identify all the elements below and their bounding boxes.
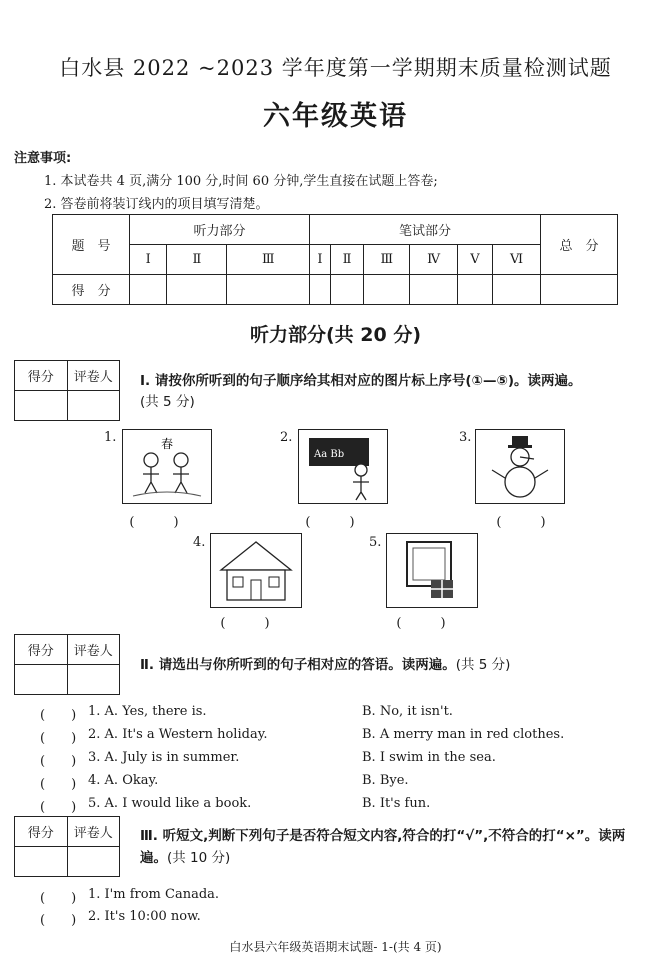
- part3-instruction-cont: 遍。(共 10 分): [140, 850, 231, 866]
- picture-5: [386, 533, 478, 608]
- option-b: B. It's fun.: [362, 796, 431, 811]
- grade-box: [14, 360, 120, 421]
- grade-box-score-label: 得分: [15, 361, 68, 391]
- option-b: B. I swim in the sea.: [362, 750, 496, 765]
- answer-blank[interactable]: ( ): [40, 708, 77, 723]
- picture-number: 2.: [280, 430, 293, 445]
- answer-blank[interactable]: ( ): [40, 913, 77, 928]
- note-item: 1. 本试卷共 4 页,满分 100 分,时间 60 分钟,学生直接在试题上答卷;: [44, 174, 438, 189]
- score-table-col: Ⅳ: [410, 245, 458, 275]
- answer-blank[interactable]: ( ): [305, 515, 355, 530]
- grade-box-score-label: 得分: [15, 817, 68, 847]
- exam-subtitle: 六年级英语: [263, 101, 408, 132]
- exam-title: 白水县 2022 ~2023 学年度第一学期期末质量检测试题: [59, 56, 612, 80]
- answer-blank[interactable]: ( ): [220, 616, 270, 631]
- picture-label: Aa Bb: [314, 449, 345, 460]
- score-table-written-header: 笔试部分: [310, 215, 541, 245]
- answer-blank[interactable]: ( ): [40, 731, 77, 746]
- answer-blank[interactable]: ( ): [40, 891, 77, 906]
- score-table-total-header: 总 分: [541, 215, 618, 275]
- picture-1: [122, 429, 212, 504]
- grade-box-grader-cell[interactable]: [67, 847, 120, 877]
- answer-blank[interactable]: ( ): [40, 754, 77, 769]
- picture-frame-gift-icon: [387, 534, 477, 607]
- score-table-number-label: 题 号: [53, 215, 130, 275]
- grade-box: [14, 634, 120, 695]
- statement: 1. I'm from Canada.: [88, 887, 220, 902]
- grade-box-score-cell[interactable]: [15, 847, 68, 877]
- option-b: B. A merry man in red clothes.: [362, 727, 565, 742]
- score-table-col: Ⅱ: [167, 245, 227, 275]
- option-b: B. No, it isn't.: [362, 704, 453, 719]
- score-table-listening-header: 听力部分: [130, 215, 310, 245]
- statement: 2. It's 10:00 now.: [88, 909, 201, 924]
- part2-instruction: Ⅱ. 请选出与你所听到的句子相对应的答语。读两遍。(共 5 分): [140, 657, 511, 673]
- snowman-icon: [476, 430, 564, 503]
- section-title: 听力部分(共 20 分): [249, 324, 422, 346]
- score-table-col: Ⅰ: [130, 245, 167, 275]
- score-table-col: Ⅲ: [227, 245, 310, 275]
- option-a: 4. A. Okay.: [88, 773, 159, 788]
- answer-blank[interactable]: ( ): [129, 515, 179, 530]
- picture-2: [298, 429, 388, 504]
- grade-box-grader-cell[interactable]: [67, 391, 120, 421]
- score-cell[interactable]: [457, 275, 492, 305]
- picture-number: 1.: [104, 430, 117, 445]
- grade-box-grader-cell[interactable]: [67, 665, 120, 695]
- score-cell[interactable]: [330, 275, 363, 305]
- score-table-col: Ⅱ: [330, 245, 363, 275]
- children-spring-icon: [123, 430, 211, 503]
- score-table-col: Ⅴ: [457, 245, 492, 275]
- option-b: B. Bye.: [362, 773, 409, 788]
- score-cell[interactable]: [541, 275, 618, 305]
- grade-box-score-cell[interactable]: [15, 391, 68, 421]
- score-cell[interactable]: [130, 275, 167, 305]
- score-table-col: Ⅲ: [364, 245, 410, 275]
- option-a: 2. A. It's a Western holiday.: [88, 727, 268, 742]
- page-footer: 白水县六年级英语期末试题- 1-(共 4 页): [229, 940, 442, 954]
- option-a: 1. A. Yes, there is.: [88, 704, 207, 719]
- score-cell[interactable]: [227, 275, 310, 305]
- picture-number: 5.: [369, 535, 382, 550]
- picture-number: 4.: [193, 535, 206, 550]
- teacher-blackboard-icon: [299, 430, 387, 503]
- answer-blank[interactable]: ( ): [496, 515, 546, 530]
- part1-instruction: Ⅰ. 请按你所听到的句子顺序给其相对应的图片标上序号(①—⑤)。读两遍。: [140, 373, 582, 389]
- picture-3: [475, 429, 565, 504]
- score-table: [52, 214, 618, 305]
- house-icon: [211, 534, 301, 607]
- picture-label: 春: [161, 437, 174, 451]
- answer-blank[interactable]: ( ): [40, 800, 77, 815]
- grade-box-grader-label: 评卷人: [67, 635, 120, 665]
- score-table-col: Ⅰ: [310, 245, 331, 275]
- grade-box-score-label: 得分: [15, 635, 68, 665]
- grade-box-score-cell[interactable]: [15, 665, 68, 695]
- part1-points: (共 5 分): [140, 394, 195, 410]
- notes-heading: 注意事项:: [14, 151, 72, 166]
- score-cell[interactable]: [167, 275, 227, 305]
- option-a: 5. A. I would like a book.: [88, 796, 252, 811]
- grade-box-grader-label: 评卷人: [67, 361, 120, 391]
- grade-box-grader-label: 评卷人: [67, 817, 120, 847]
- answer-blank[interactable]: ( ): [396, 616, 446, 631]
- score-cell[interactable]: [310, 275, 331, 305]
- score-cell[interactable]: [364, 275, 410, 305]
- grade-box: [14, 816, 120, 877]
- picture-4: [210, 533, 302, 608]
- option-a: 3. A. July is in summer.: [88, 750, 240, 765]
- score-cell[interactable]: [493, 275, 541, 305]
- answer-blank[interactable]: ( ): [40, 777, 77, 792]
- picture-number: 3.: [459, 430, 472, 445]
- score-table-col: Ⅵ: [493, 245, 541, 275]
- part3-instruction: Ⅲ. 听短文,判断下列句子是否符合短文内容,符合的打“√”,不符合的打“×”。读两: [140, 828, 626, 844]
- score-table-score-label: 得 分: [53, 275, 130, 305]
- note-item: 2. 答卷前将装订线内的项目填写清楚。: [44, 197, 269, 212]
- score-cell[interactable]: [410, 275, 458, 305]
